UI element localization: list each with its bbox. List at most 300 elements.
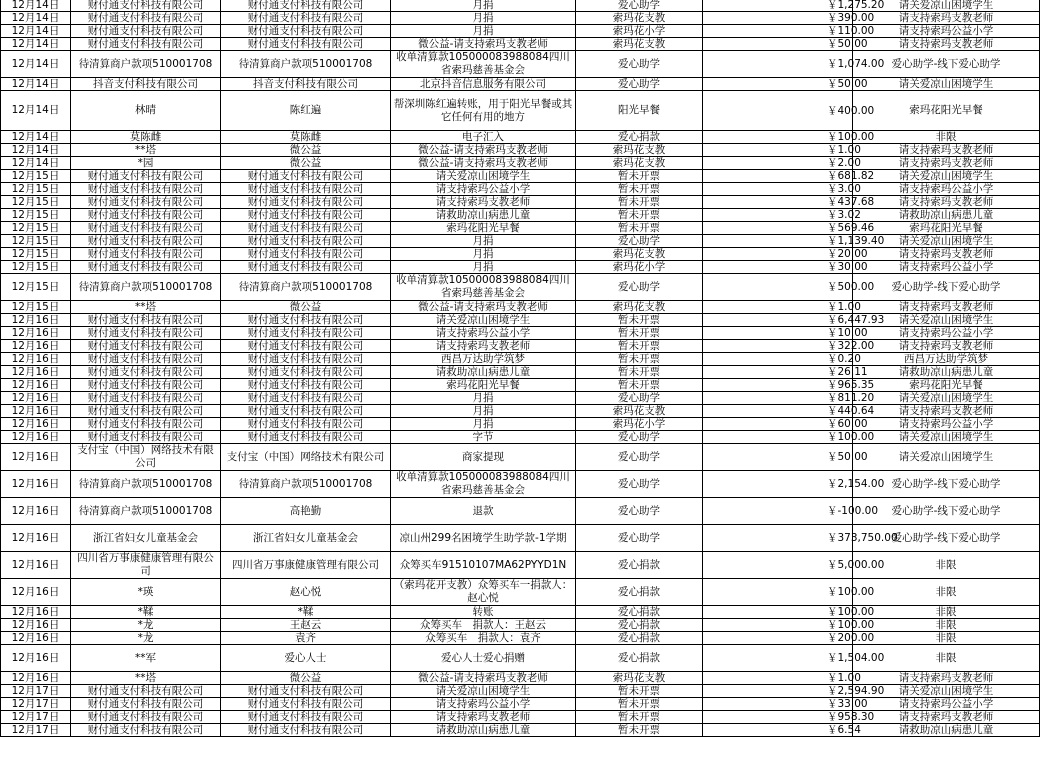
table-row xyxy=(1,78,1040,91)
donor-cell: 财付通支付科技有限公司 xyxy=(221,222,391,235)
table-row xyxy=(1,431,1040,444)
project-cell: 非限 xyxy=(853,131,1040,144)
date-cell: 12月14日 xyxy=(1,91,71,131)
memo-cell: 月捐 xyxy=(391,405,576,418)
category-cell: 爱心助学 xyxy=(576,431,703,444)
date-cell: 12月16日 xyxy=(1,606,71,619)
date-cell: 12月14日 xyxy=(1,131,71,144)
category-cell: 爱心捐款 xyxy=(576,619,703,632)
table-row xyxy=(1,91,1040,131)
amount-cell: ￥2,154.00 xyxy=(703,471,853,498)
amount-cell: ￥1,139.40 xyxy=(703,235,853,248)
date-cell: 12月16日 xyxy=(1,498,71,525)
amount-cell: ￥100.00 xyxy=(703,606,853,619)
donor-cell: 财付通支付科技有限公司 xyxy=(221,366,391,379)
category-cell: 暂未开票 xyxy=(576,209,703,222)
donor-cell: 财付通支付科技有限公司 xyxy=(221,418,391,431)
date-cell: 12月15日 xyxy=(1,248,71,261)
payer-cell: 财付通支付科技有限公司 xyxy=(71,711,221,724)
table-row xyxy=(1,274,1040,301)
project-cell: 请支持索玛支教老师 xyxy=(853,196,1040,209)
donor-cell: 微公益 xyxy=(221,144,391,157)
payer-cell: *瑛 xyxy=(71,579,221,606)
amount-cell: ￥100.00 xyxy=(703,579,853,606)
date-cell: 12月16日 xyxy=(1,645,71,672)
project-cell: 请支持索玛公益小学 xyxy=(853,327,1040,340)
memo-cell: 西昌万达助学筑梦 xyxy=(391,353,576,366)
amount-cell: ￥1,504.00 xyxy=(703,645,853,672)
donor-cell: 赵心悦 xyxy=(221,579,391,606)
date-cell: 12月16日 xyxy=(1,632,71,645)
project-cell: 爱心助学-线下爱心助学 xyxy=(853,274,1040,301)
category-cell: 爱心捐款 xyxy=(576,606,703,619)
memo-cell: 商家提现 xyxy=(391,444,576,471)
category-cell: 索玛花小学 xyxy=(576,25,703,38)
project-cell: 请支持索玛支教老师 xyxy=(853,711,1040,724)
category-cell: 索玛花支教 xyxy=(576,405,703,418)
date-cell: 12月14日 xyxy=(1,25,71,38)
date-cell: 12月15日 xyxy=(1,274,71,301)
donor-cell: 财付通支付科技有限公司 xyxy=(221,327,391,340)
project-cell: 请救助凉山病患儿童 xyxy=(853,366,1040,379)
table-row xyxy=(1,366,1040,379)
table-row xyxy=(1,672,1040,685)
payer-cell: 财付通支付科技有限公司 xyxy=(71,698,221,711)
date-cell: 12月14日 xyxy=(1,51,71,78)
payer-cell: 财付通支付科技有限公司 xyxy=(71,209,221,222)
table-row xyxy=(1,301,1040,314)
amount-cell: ￥1.00 xyxy=(703,144,853,157)
amount-cell: ￥0.20 xyxy=(703,353,853,366)
project-cell: 请支持索玛公益小学 xyxy=(853,698,1040,711)
category-cell: 爱心捐款 xyxy=(576,645,703,672)
memo-cell: 收单清算款105000083988084四川省索玛慈善基金会 xyxy=(391,274,576,301)
memo-cell: 请支持索玛支教老师 xyxy=(391,711,576,724)
donor-cell: 财付通支付科技有限公司 xyxy=(221,235,391,248)
project-cell: 请支持索玛支教老师 xyxy=(853,144,1040,157)
amount-cell: ￥200.00 xyxy=(703,632,853,645)
table-row xyxy=(1,25,1040,38)
project-cell: 西昌万达助学筑梦 xyxy=(853,353,1040,366)
amount-cell: ￥958.30 xyxy=(703,711,853,724)
table-row xyxy=(1,261,1040,274)
payer-cell: 抖音支付科技有限公司 xyxy=(71,78,221,91)
memo-cell: 月捐 xyxy=(391,12,576,25)
category-cell: 爱心助学 xyxy=(576,274,703,301)
payer-cell: 财付通支付科技有限公司 xyxy=(71,379,221,392)
category-cell: 爱心助学 xyxy=(576,392,703,405)
table-row xyxy=(1,444,1040,471)
donor-cell: 财付通支付科技有限公司 xyxy=(221,261,391,274)
memo-cell: 凉山州299名困境学生助学款-1学期 xyxy=(391,525,576,552)
donor-cell: *鞣 xyxy=(221,606,391,619)
amount-cell: ￥569.46 xyxy=(703,222,853,235)
memo-cell: 索玛花阳光早餐 xyxy=(391,379,576,392)
table-row xyxy=(1,248,1040,261)
date-cell: 12月15日 xyxy=(1,196,71,209)
table-row xyxy=(1,51,1040,78)
donor-cell: 财付通支付科技有限公司 xyxy=(221,0,391,12)
memo-cell: 请支持索玛支教老师 xyxy=(391,340,576,353)
category-cell: 暂未开票 xyxy=(576,353,703,366)
project-cell: 请支持索玛支教老师 xyxy=(853,248,1040,261)
date-cell: 12月16日 xyxy=(1,392,71,405)
donor-cell: 陈红遍 xyxy=(221,91,391,131)
date-cell: 12月16日 xyxy=(1,431,71,444)
date-cell: 12月15日 xyxy=(1,183,71,196)
table-row xyxy=(1,196,1040,209)
category-cell: 暂未开票 xyxy=(576,314,703,327)
memo-cell: 月捐 xyxy=(391,392,576,405)
project-cell: 请支持索玛公益小学 xyxy=(853,261,1040,274)
amount-cell: ￥100.00 xyxy=(703,431,853,444)
memo-cell: 微公益-请支持索玛支教老师 xyxy=(391,38,576,51)
date-cell: 12月15日 xyxy=(1,235,71,248)
payer-cell: 财付通支付科技有限公司 xyxy=(71,724,221,737)
project-cell: 爱心助学-线下爱心助学 xyxy=(853,51,1040,78)
project-cell: 索玛花阳光早餐 xyxy=(853,222,1040,235)
payer-cell: 四川省万事康健康管理有限公司 xyxy=(71,552,221,579)
memo-cell: 索玛花阳光早餐 xyxy=(391,222,576,235)
category-cell: 暂未开票 xyxy=(576,698,703,711)
donor-cell: 浙江省妇女儿童基金会 xyxy=(221,525,391,552)
amount-cell: ￥20.00 xyxy=(703,248,853,261)
project-cell: 请支持索玛支教老师 xyxy=(853,301,1040,314)
payer-cell: 财付通支付科技有限公司 xyxy=(71,353,221,366)
category-cell: 爱心助学 xyxy=(576,471,703,498)
category-cell: 暂未开票 xyxy=(576,327,703,340)
project-cell: 非限 xyxy=(853,552,1040,579)
category-cell: 暂未开票 xyxy=(576,711,703,724)
memo-cell: 微公益-请支持索玛支教老师 xyxy=(391,672,576,685)
donor-cell: 财付通支付科技有限公司 xyxy=(221,405,391,418)
category-cell: 索玛花小学 xyxy=(576,418,703,431)
project-cell: 请支持索玛公益小学 xyxy=(853,25,1040,38)
donor-cell: 王赵云 xyxy=(221,619,391,632)
table-row xyxy=(1,235,1040,248)
payer-cell: 浙江省妇女儿童基金会 xyxy=(71,525,221,552)
date-cell: 12月16日 xyxy=(1,525,71,552)
project-cell: 非限 xyxy=(853,645,1040,672)
table-row xyxy=(1,144,1040,157)
donor-cell: 爱心人士 xyxy=(221,645,391,672)
table-row xyxy=(1,471,1040,498)
payer-cell: 财付通支付科技有限公司 xyxy=(71,261,221,274)
payer-cell: 财付通支付科技有限公司 xyxy=(71,366,221,379)
payer-cell: 财付通支付科技有限公司 xyxy=(71,392,221,405)
donor-cell: 财付通支付科技有限公司 xyxy=(221,431,391,444)
payer-cell: 财付通支付科技有限公司 xyxy=(71,327,221,340)
project-cell: 请救助凉山病患儿童 xyxy=(853,209,1040,222)
date-cell: 12月15日 xyxy=(1,261,71,274)
memo-cell: 请支持索玛公益小学 xyxy=(391,327,576,340)
memo-cell: 请救助凉山病患儿童 xyxy=(391,209,576,222)
memo-cell: 收单清算款105000083988084四川省索玛慈善基金会 xyxy=(391,471,576,498)
date-cell: 12月16日 xyxy=(1,379,71,392)
memo-cell: 收单清算款105000083988084四川省索玛慈善基金会 xyxy=(391,51,576,78)
payer-cell: 财付通支付科技有限公司 xyxy=(71,340,221,353)
date-cell: 12月16日 xyxy=(1,366,71,379)
date-cell: 12月16日 xyxy=(1,444,71,471)
amount-cell: ￥33.00 xyxy=(703,698,853,711)
date-cell: 12月14日 xyxy=(1,144,71,157)
memo-cell: 微公益-请支持索玛支教老师 xyxy=(391,157,576,170)
amount-cell: ￥322.00 xyxy=(703,340,853,353)
date-cell: 12月16日 xyxy=(1,552,71,579)
donor-cell: 财付通支付科技有限公司 xyxy=(221,12,391,25)
table-row xyxy=(1,632,1040,645)
memo-cell: 请关爱凉山困境学生 xyxy=(391,314,576,327)
project-cell: 请关爱凉山困境学生 xyxy=(853,170,1040,183)
date-cell: 12月16日 xyxy=(1,327,71,340)
date-cell: 12月14日 xyxy=(1,0,71,12)
amount-cell: ￥373,750.00 xyxy=(703,525,853,552)
amount-cell: ￥6,447.93 xyxy=(703,314,853,327)
table-row xyxy=(1,183,1040,196)
category-cell: 暂未开票 xyxy=(576,685,703,698)
table-row xyxy=(1,353,1040,366)
category-cell: 爱心捐款 xyxy=(576,632,703,645)
category-cell: 暂未开票 xyxy=(576,379,703,392)
donation-table-body xyxy=(1,0,1040,737)
payer-cell: 财付通支付科技有限公司 xyxy=(71,235,221,248)
payer-cell: 财付通支付科技有限公司 xyxy=(71,222,221,235)
memo-cell: 月捐 xyxy=(391,261,576,274)
category-cell: 爱心助学 xyxy=(576,0,703,12)
memo-cell: 请支持索玛公益小学 xyxy=(391,183,576,196)
project-cell: 请关爱凉山困境学生 xyxy=(853,314,1040,327)
amount-cell: ￥50.00 xyxy=(703,38,853,51)
payer-cell: *龙 xyxy=(71,632,221,645)
payer-cell: *龙 xyxy=(71,619,221,632)
table-row xyxy=(1,724,1040,737)
donor-cell: 财付通支付科技有限公司 xyxy=(221,379,391,392)
table-row xyxy=(1,711,1040,724)
payer-cell: 财付通支付科技有限公司 xyxy=(71,12,221,25)
donor-cell: 支付宝（中国）网络技术有限公司 xyxy=(221,444,391,471)
amount-cell: ￥1.00 xyxy=(703,301,853,314)
amount-cell: ￥10.00 xyxy=(703,327,853,340)
category-cell: 爱心助学 xyxy=(576,498,703,525)
donor-cell: 待清算商户款项510001708 xyxy=(221,274,391,301)
amount-cell: ￥437.68 xyxy=(703,196,853,209)
date-cell: 12月16日 xyxy=(1,405,71,418)
date-cell: 12月16日 xyxy=(1,418,71,431)
category-cell: 索玛花支教 xyxy=(576,672,703,685)
table-row xyxy=(1,379,1040,392)
amount-cell: ￥1,074.00 xyxy=(703,51,853,78)
category-cell: 索玛花支教 xyxy=(576,301,703,314)
table-row xyxy=(1,38,1040,51)
payer-cell: **塔 xyxy=(71,301,221,314)
date-cell: 12月16日 xyxy=(1,471,71,498)
donor-cell: 财付通支付科技有限公司 xyxy=(221,209,391,222)
donor-cell: 财付通支付科技有限公司 xyxy=(221,353,391,366)
memo-cell: 转账 xyxy=(391,606,576,619)
amount-cell: ￥-100.00 xyxy=(703,498,853,525)
payer-cell: 待清算商户款项510001708 xyxy=(71,471,221,498)
payer-cell: 莫陈雌 xyxy=(71,131,221,144)
memo-cell: 微公益-请支持索玛支教老师 xyxy=(391,144,576,157)
memo-cell: 众筹买车 捐款人：袁齐 xyxy=(391,632,576,645)
table-row xyxy=(1,418,1040,431)
amount-cell: ￥110.00 xyxy=(703,25,853,38)
amount-cell: ￥26.11 xyxy=(703,366,853,379)
memo-cell: （索玛花开支教）众筹买车一捐款人：赵心悦 xyxy=(391,579,576,606)
category-cell: 阳光早餐 xyxy=(576,91,703,131)
date-cell: 12月16日 xyxy=(1,314,71,327)
table-row xyxy=(1,327,1040,340)
table-row xyxy=(1,392,1040,405)
donor-cell: 四川省万事康健康管理有限公司 xyxy=(221,552,391,579)
amount-cell: ￥811.20 xyxy=(703,392,853,405)
payer-cell: 财付通支付科技有限公司 xyxy=(71,685,221,698)
project-cell: 非限 xyxy=(853,606,1040,619)
amount-cell: ￥1,275.20 xyxy=(703,0,853,12)
amount-cell: ￥500.00 xyxy=(703,274,853,301)
project-cell: 请关爱凉山困境学生 xyxy=(853,431,1040,444)
donor-cell: 财付通支付科技有限公司 xyxy=(221,38,391,51)
donor-cell: 财付通支付科技有限公司 xyxy=(221,183,391,196)
date-cell: 12月17日 xyxy=(1,724,71,737)
date-cell: 12月14日 xyxy=(1,12,71,25)
category-cell: 暂未开票 xyxy=(576,340,703,353)
payer-cell: 林晴 xyxy=(71,91,221,131)
memo-cell: 月捐 xyxy=(391,25,576,38)
donor-cell: 袁齐 xyxy=(221,632,391,645)
date-cell: 12月16日 xyxy=(1,579,71,606)
project-cell: 爱心助学-线下爱心助学 xyxy=(853,498,1040,525)
project-cell: 请救助凉山病患儿童 xyxy=(853,724,1040,737)
date-cell: 12月17日 xyxy=(1,685,71,698)
project-cell: 请支持索玛支教老师 xyxy=(853,157,1040,170)
donor-cell: 财付通支付科技有限公司 xyxy=(221,698,391,711)
project-cell: 请关爱凉山困境学生 xyxy=(853,392,1040,405)
amount-cell: ￥50.00 xyxy=(703,78,853,91)
table-row xyxy=(1,222,1040,235)
project-cell: 请支持索玛公益小学 xyxy=(853,418,1040,431)
payer-cell: **军 xyxy=(71,645,221,672)
payer-cell: 财付通支付科技有限公司 xyxy=(71,183,221,196)
payer-cell: *园 xyxy=(71,157,221,170)
donor-cell: 财付通支付科技有限公司 xyxy=(221,685,391,698)
project-cell: 请关爱凉山困境学生 xyxy=(853,235,1040,248)
amount-cell: ￥100.00 xyxy=(703,131,853,144)
project-cell: 非限 xyxy=(853,579,1040,606)
date-cell: 12月15日 xyxy=(1,301,71,314)
amount-cell: ￥30.00 xyxy=(703,261,853,274)
date-cell: 12月17日 xyxy=(1,711,71,724)
category-cell: 爱心捐款 xyxy=(576,552,703,579)
date-cell: 12月16日 xyxy=(1,340,71,353)
date-cell: 12月14日 xyxy=(1,157,71,170)
date-cell: 12月16日 xyxy=(1,672,71,685)
payer-cell: 支付宝（中国）网络技术有限公司 xyxy=(71,444,221,471)
donor-cell: 待清算商户款项510001708 xyxy=(221,471,391,498)
memo-cell: 请关爱凉山困境学生 xyxy=(391,685,576,698)
donor-cell: 财付通支付科技有限公司 xyxy=(221,340,391,353)
category-cell: 索玛花支教 xyxy=(576,157,703,170)
category-cell: 爱心助学 xyxy=(576,525,703,552)
project-cell: 爱心助学-线下爱心助学 xyxy=(853,525,1040,552)
payer-cell: 财付通支付科技有限公司 xyxy=(71,38,221,51)
category-cell: 暂未开票 xyxy=(576,183,703,196)
donor-cell: 待清算商户款项510001708 xyxy=(221,51,391,78)
project-cell: 索玛花阳光早餐 xyxy=(853,379,1040,392)
date-cell: 12月16日 xyxy=(1,353,71,366)
table-row xyxy=(1,606,1040,619)
table-row xyxy=(1,12,1040,25)
memo-cell: 请救助凉山病患儿童 xyxy=(391,366,576,379)
memo-cell: 电子汇入 xyxy=(391,131,576,144)
memo-cell: 月捐 xyxy=(391,235,576,248)
date-cell: 12月14日 xyxy=(1,38,71,51)
payer-cell: 财付通支付科技有限公司 xyxy=(71,0,221,12)
amount-cell: ￥3.00 xyxy=(703,183,853,196)
payer-cell: 待清算商户款项510001708 xyxy=(71,498,221,525)
project-cell: 请支持索玛支教老师 xyxy=(853,12,1040,25)
donor-cell: 财付通支付科技有限公司 xyxy=(221,196,391,209)
table-row xyxy=(1,498,1040,525)
memo-cell: 微公益-请支持索玛支教老师 xyxy=(391,301,576,314)
category-cell: 爱心助学 xyxy=(576,51,703,78)
table-row xyxy=(1,209,1040,222)
date-cell: 12月15日 xyxy=(1,170,71,183)
donor-cell: 莫陈雌 xyxy=(221,131,391,144)
donor-cell: 抖音支付科技有限公司 xyxy=(221,78,391,91)
memo-cell: 字节 xyxy=(391,431,576,444)
category-cell: 爱心捐款 xyxy=(576,131,703,144)
table-row xyxy=(1,131,1040,144)
memo-cell: 爱心人士爱心捐赠 xyxy=(391,645,576,672)
memo-cell: 北京抖音信息服务有限公司 xyxy=(391,78,576,91)
date-cell: 12月16日 xyxy=(1,619,71,632)
project-cell: 爱心助学-线下爱心助学 xyxy=(853,471,1040,498)
donor-cell: 财付通支付科技有限公司 xyxy=(221,724,391,737)
table-row xyxy=(1,525,1040,552)
amount-cell: ￥440.64 xyxy=(703,405,853,418)
payer-cell: 待清算商户款项510001708 xyxy=(71,51,221,78)
amount-cell: ￥400.00 xyxy=(703,91,853,131)
project-cell: 非限 xyxy=(853,632,1040,645)
amount-cell: ￥50.00 xyxy=(703,444,853,471)
payer-cell: *鞣 xyxy=(71,606,221,619)
category-cell: 暂未开票 xyxy=(576,222,703,235)
category-cell: 暂未开票 xyxy=(576,170,703,183)
amount-cell: ￥2,594.90 xyxy=(703,685,853,698)
memo-cell: 请关爱凉山困境学生 xyxy=(391,170,576,183)
date-cell: 12月15日 xyxy=(1,222,71,235)
category-cell: 暂未开票 xyxy=(576,366,703,379)
payer-cell: 财付通支付科技有限公司 xyxy=(71,418,221,431)
table-row xyxy=(1,0,1040,12)
project-cell: 索玛花阳光早餐 xyxy=(853,91,1040,131)
category-cell: 索玛花支教 xyxy=(576,38,703,51)
category-cell: 爱心助学 xyxy=(576,235,703,248)
donor-cell: 财付通支付科技有限公司 xyxy=(221,711,391,724)
table-row xyxy=(1,579,1040,606)
category-cell: 暂未开票 xyxy=(576,196,703,209)
project-cell: 请关爱凉山困境学生 xyxy=(853,685,1040,698)
payer-cell: 财付通支付科技有限公司 xyxy=(71,196,221,209)
table-row xyxy=(1,645,1040,672)
donor-cell: 财付通支付科技有限公司 xyxy=(221,25,391,38)
amount-cell: ￥5,000.00 xyxy=(703,552,853,579)
amount-cell: ￥6.54 xyxy=(703,724,853,737)
donor-cell: 财付通支付科技有限公司 xyxy=(221,170,391,183)
payer-cell: 财付通支付科技有限公司 xyxy=(71,405,221,418)
payer-cell: **塔 xyxy=(71,144,221,157)
